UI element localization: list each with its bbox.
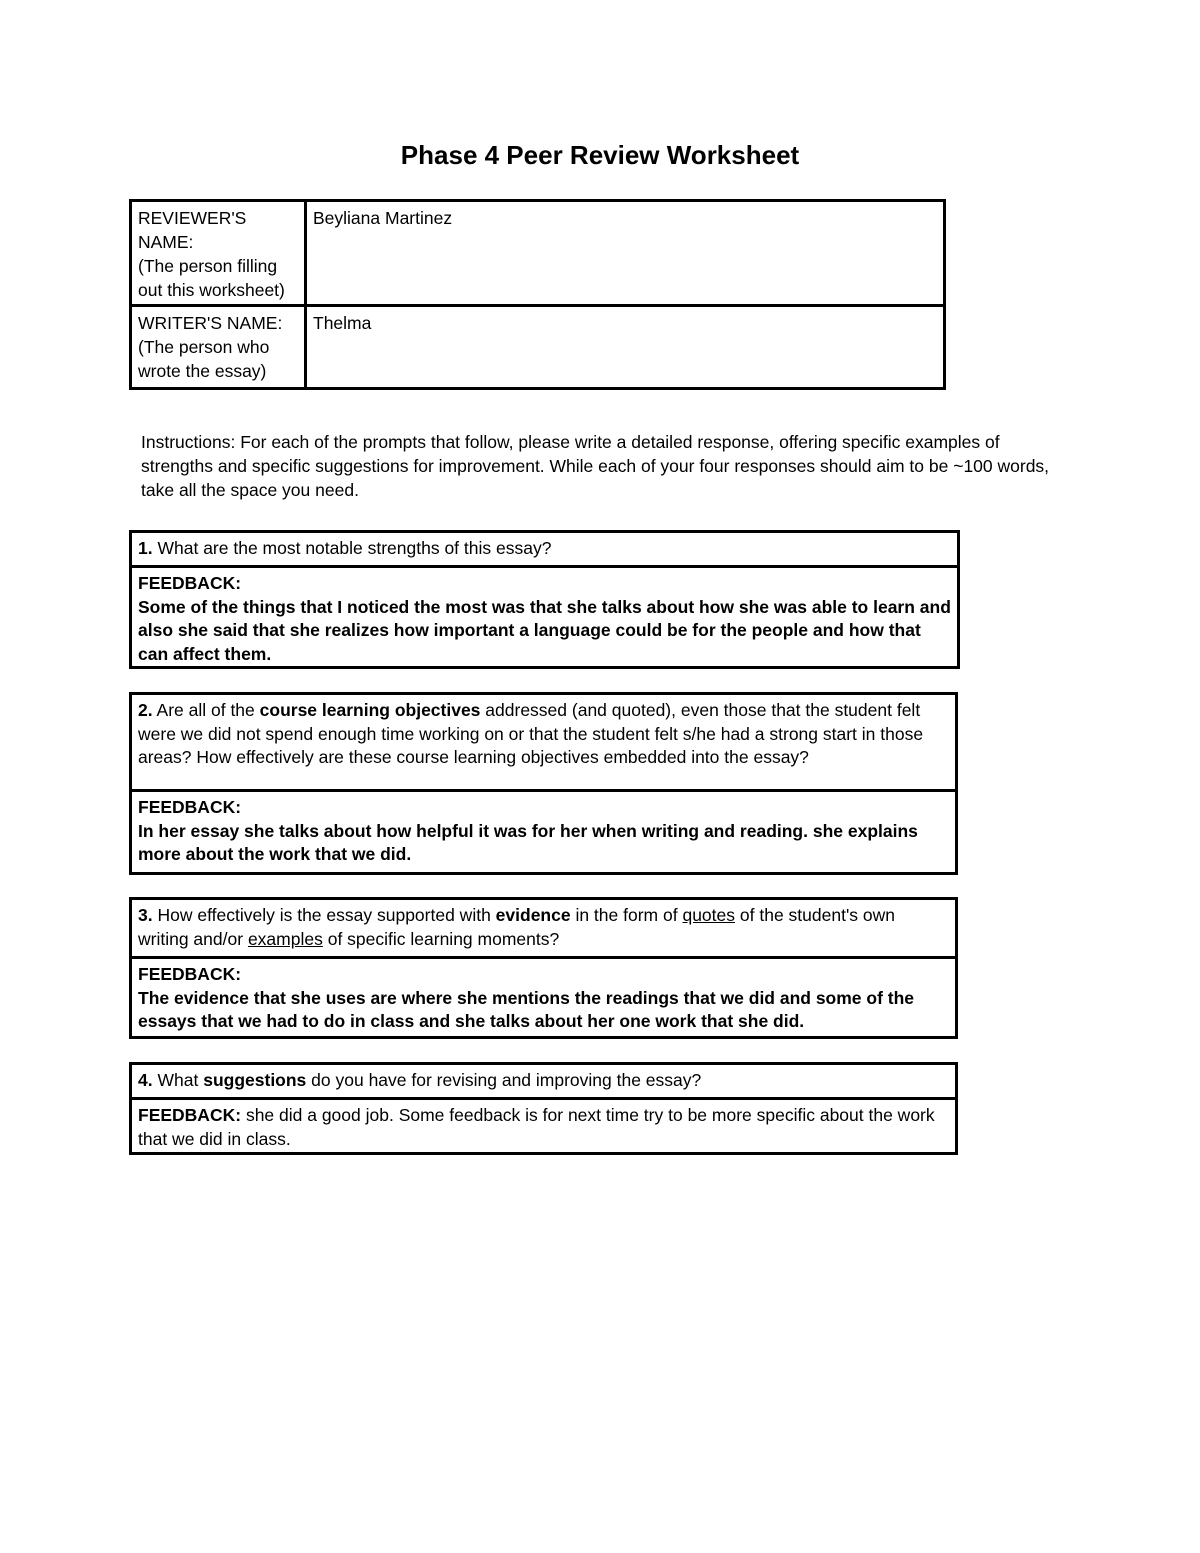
names-table — [129, 199, 946, 390]
feedback-label: FEEDBACK: — [138, 797, 242, 817]
feedback-text: The evidence that she uses are where she mentions the readings that we did and some of the essays that we had to do in class and she talks about her one work that she did. — [138, 987, 915, 1031]
question-2-prompt — [132, 695, 955, 792]
question-number: 1. — [138, 538, 153, 558]
writer-name-value: Thelma — [306, 306, 945, 389]
question-text: What — [157, 1070, 199, 1090]
question-text: in the form of — [575, 905, 678, 925]
question-3-box — [129, 897, 958, 1039]
feedback-text: she did a good job. Some feedback is for next time try to be more specific about the work that we did in class. — [138, 1105, 935, 1149]
reviewer-label — [131, 201, 306, 306]
question-emphasis: evidence — [495, 905, 571, 925]
question-4-prompt — [132, 1065, 955, 1100]
feedback-label: FEEDBACK: — [138, 573, 242, 593]
question-text: How effectively is the essay supported with — [157, 905, 491, 925]
reviewer-row — [131, 201, 945, 306]
question-text: of specific learning moments? — [327, 928, 560, 949]
question-2-feedback — [132, 792, 955, 871]
question-text: of the student's own writing and/or — [138, 905, 895, 949]
writer-label-note: (The person who wrote the essay) — [138, 337, 270, 381]
page-title: Phase 4 Peer Review Worksheet — [400, 140, 800, 170]
feedback-text: Some of the things that I noticed the most was that she talks about how she was able to learn and also she said that she realizes how important a language could be for the people and how that can affect them. — [138, 596, 951, 664]
feedback-label: FEEDBACK: — [138, 1105, 242, 1125]
question-1-feedback — [132, 568, 957, 670]
writer-row — [131, 306, 945, 389]
question-text: do you have for revising and improving the essay? — [311, 1070, 702, 1090]
question-number: 3. — [138, 905, 153, 925]
question-underlined: examples — [247, 928, 323, 949]
question-number: 2. — [138, 700, 153, 720]
question-3-prompt — [132, 900, 955, 959]
instructions: Instructions: For each of the prompts that follow, please write a detailed response, offering specific examples of strengths and specific suggestions for improvement. While each of your four responses should aim to be ~100 words, take all the space you need. — [141, 432, 1050, 500]
question-2-box — [129, 692, 958, 875]
question-4-box — [129, 1062, 958, 1155]
question-underlined: quotes — [682, 905, 736, 925]
reviewer-label-text: REVIEWER'S NAME: — [138, 208, 247, 252]
question-text: What are the most notable strengths of this essay? — [157, 538, 552, 558]
reviewer-label-note: (The person filling out this worksheet) — [138, 256, 285, 300]
question-3-feedback — [132, 959, 955, 1038]
question-1-box — [129, 530, 960, 669]
writer-label — [131, 306, 306, 389]
reviewer-name-value: Beyliana Martinez — [306, 201, 945, 306]
question-1-prompt — [132, 533, 957, 568]
question-text: Are all of the — [156, 700, 255, 720]
question-4-feedback — [132, 1100, 955, 1155]
feedback-text: In her essay she talks about how helpful it was for her when writing and reading. she explains more about the work that we did. — [138, 820, 918, 864]
question-number: 4. — [138, 1070, 153, 1090]
question-text: addressed (and quoted), even those that the student felt were we did not spend enough time working on or that the student felt s/he had a strong start in those areas? How effectively are these course learning objectives embedded into the essay? — [138, 700, 924, 767]
writer-label-text: WRITER'S NAME: — [138, 313, 283, 333]
feedback-label: FEEDBACK: — [138, 964, 242, 984]
question-emphasis: course learning objectives — [259, 700, 481, 720]
question-emphasis: suggestions — [203, 1070, 307, 1090]
